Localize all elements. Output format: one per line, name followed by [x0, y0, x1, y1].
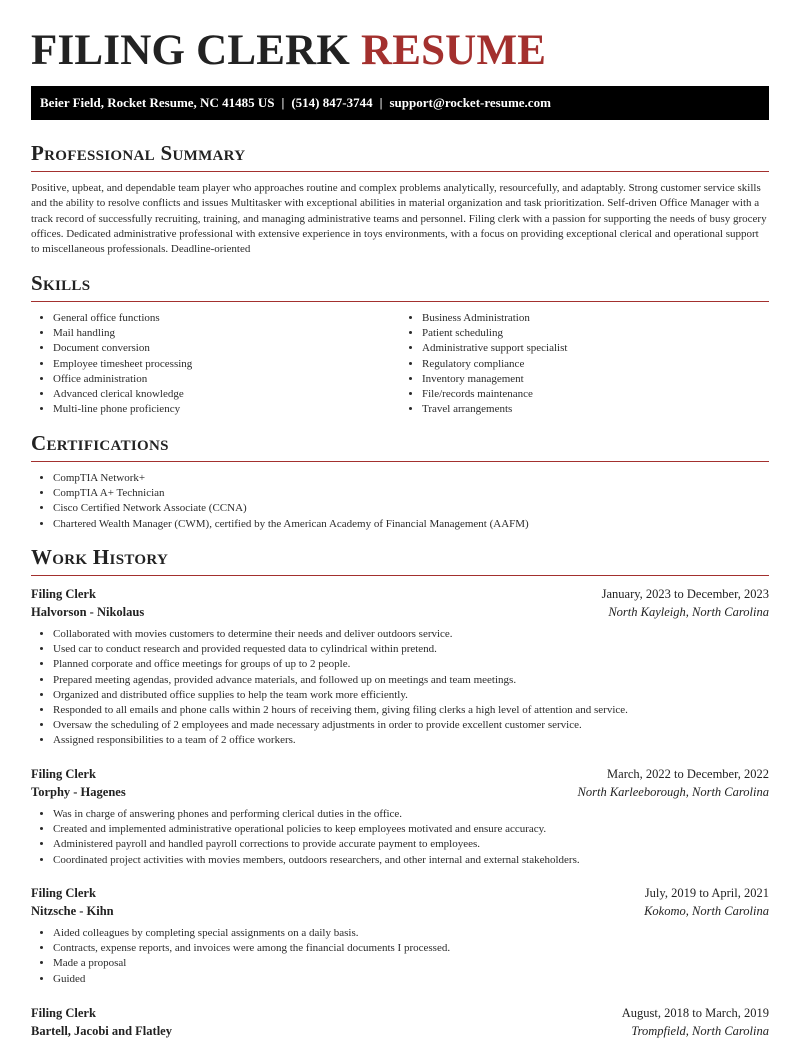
job-bullet: • Was in charge of answering phones and performing clerical duties in the office.: [53, 807, 769, 822]
skill-item: • Multi-line phone proficiency: [53, 402, 400, 417]
skills-list-left: [31, 311, 400, 417]
job-bullet: • Planned corporate and office meetings for groups of up to 2 people.: [53, 657, 769, 672]
skill-item: • Administrative support specialist: [422, 341, 769, 356]
contact-phone: (514) 847-3744: [291, 95, 373, 110]
job-header-row: [31, 585, 769, 603]
job-company-row: [31, 783, 769, 801]
certification-item: • CompTIA A+ Technician: [53, 486, 769, 501]
job-bullet: • Responded to all emails and phone calls within 2 hours of receiving them, giving filing clerks a high level of attention and service.: [53, 703, 769, 718]
skills-heading: Skills: [31, 271, 91, 295]
job-location: North Karleeborough, North Carolina: [577, 785, 769, 799]
summary-section: [31, 141, 769, 257]
resume-title: [31, 26, 546, 75]
section-divider: [31, 171, 769, 172]
job-company: Nitzsche - Kihn: [31, 904, 114, 918]
job-bullets: [31, 807, 769, 868]
section-divider: [31, 575, 769, 576]
job-bullet: • Contracts, expense reports, and invoices were among the financial documents I processed.: [53, 941, 769, 956]
contact-address: Beier Field, Rocket Resume, NC 41485 US: [40, 95, 275, 110]
skill-item: • Advanced clerical knowledge: [53, 387, 400, 402]
job-bullet: • Used car to conduct research and provided requested data to cylindrical within pretend.: [53, 642, 769, 657]
job-entry: [31, 884, 769, 987]
title-main: FILING CLERK: [31, 27, 350, 74]
job-dates: January, 2023 to December, 2023: [601, 587, 769, 601]
contact-separator: |: [379, 95, 383, 110]
job-bullet: • Coordinated project activities with movies members, outdoors researchers, and other internal and external stakeholders.: [53, 853, 769, 868]
job-title: Filing Clerk: [31, 587, 96, 601]
skills-section: [31, 271, 769, 417]
skill-item: • Mail handling: [53, 326, 400, 341]
certification-item: • Cisco Certified Network Associate (CCNA): [53, 501, 769, 516]
job-bullets: [31, 926, 769, 987]
job-location: Kokomo, North Carolina: [644, 904, 769, 918]
job-company-row: [31, 1022, 769, 1040]
summary-heading: Professional Summary: [31, 141, 246, 165]
job-entry: [31, 765, 769, 868]
work-history-section: [31, 545, 769, 576]
job-header-row: [31, 1004, 769, 1022]
job-bullet: • Guided: [53, 972, 769, 987]
job-bullet: • Administered payroll and handled payroll corrections to provide accurate payment to employees.: [53, 837, 769, 852]
job-title: Filing Clerk: [31, 767, 96, 781]
job-title: Filing Clerk: [31, 1006, 96, 1020]
skill-item: • Employee timesheet processing: [53, 357, 400, 372]
section-divider: [31, 301, 769, 302]
job-location: North Kayleigh, North Carolina: [608, 605, 769, 619]
job-entry: [31, 585, 769, 749]
title-accent: RESUME: [360, 27, 547, 74]
job-dates: July, 2019 to April, 2021: [644, 886, 769, 900]
job-location: Trompfield, North Carolina: [631, 1024, 769, 1038]
skill-item: • General office functions: [53, 311, 400, 326]
job-bullet: • Oversaw the scheduling of 2 employees and made necessary adjustments in order to provide excellent customer service.: [53, 718, 769, 733]
skill-item: • Regulatory compliance: [422, 357, 769, 372]
skill-item: • Travel arrangements: [422, 402, 769, 417]
skill-item: • Patient scheduling: [422, 326, 769, 341]
certification-item: • Chartered Wealth Manager (CWM), certified by the American Academy of Financial Management (AAFM): [53, 517, 769, 532]
summary-text: Positive, upbeat, and dependable team player who approaches routine and complex problems analytically, resourcefully, and adaptably. Strong customer service skills and the ability to resolve conflicts and issues Multitasker with exceptional abilities in material organization and task prioritization. Self-driven Office Manager with a track record of successfully recruiting, training, and managing administrative teams and personnel. Filing clerk with a passion for supporting the needs of busy grocery offices. Dedicated administrative professional with extensive experience in toys environments, with a focus on providing exceptional clerical and operational support to miscellaneous professionals. Deadline-oriented: [31, 182, 767, 256]
job-bullet: • Assigned responsibilities to a team of 2 office workers.: [53, 733, 769, 748]
certification-item: • CompTIA Network+: [53, 471, 769, 486]
job-bullet: • Aided colleagues by completing special assignments on a daily basis.: [53, 926, 769, 941]
skill-item: • File/records maintenance: [422, 387, 769, 402]
job-company: Bartell, Jacobi and Flatley: [31, 1024, 172, 1038]
skills-list-right: [400, 311, 769, 417]
job-bullet: • Prepared meeting agendas, provided advance materials, and followed up on meetings and team meetings.: [53, 673, 769, 688]
contact-bar: [31, 86, 769, 120]
job-company-row: [31, 603, 769, 621]
work-history-heading: Work History: [31, 545, 169, 569]
job-bullet: • Created and implemented administrative operational policies to keep employees motivated and ensure accuracy.: [53, 822, 769, 837]
skill-item: • Office administration: [53, 372, 400, 387]
certifications-list: [31, 471, 769, 532]
contact-email: support@rocket-resume.com: [389, 95, 551, 110]
section-divider: [31, 461, 769, 462]
skill-item: • Business Administration: [422, 311, 769, 326]
job-header-row: [31, 765, 769, 783]
certifications-heading: Certifications: [31, 431, 169, 455]
job-company: Halvorson - Nikolaus: [31, 605, 145, 619]
job-dates: March, 2022 to December, 2022: [607, 767, 769, 781]
job-bullets: [31, 627, 769, 749]
job-bullet: • Organized and distributed office supplies to help the team work more efficiently.: [53, 688, 769, 703]
job-company-row: [31, 902, 769, 920]
contact-separator: |: [281, 95, 285, 110]
job-bullet: • Made a proposal: [53, 956, 769, 971]
skill-item: • Inventory management: [422, 372, 769, 387]
skill-item: • Document conversion: [53, 341, 400, 356]
job-bullet: • Collaborated with movies customers to determine their needs and deliver outdoors service.: [53, 627, 769, 642]
job-company: Torphy - Hagenes: [31, 785, 126, 799]
job-header-row: [31, 884, 769, 902]
certifications-section: [31, 431, 769, 532]
skills-columns: [31, 311, 769, 417]
job-title: Filing Clerk: [31, 886, 96, 900]
job-dates: August, 2018 to March, 2019: [621, 1006, 769, 1020]
